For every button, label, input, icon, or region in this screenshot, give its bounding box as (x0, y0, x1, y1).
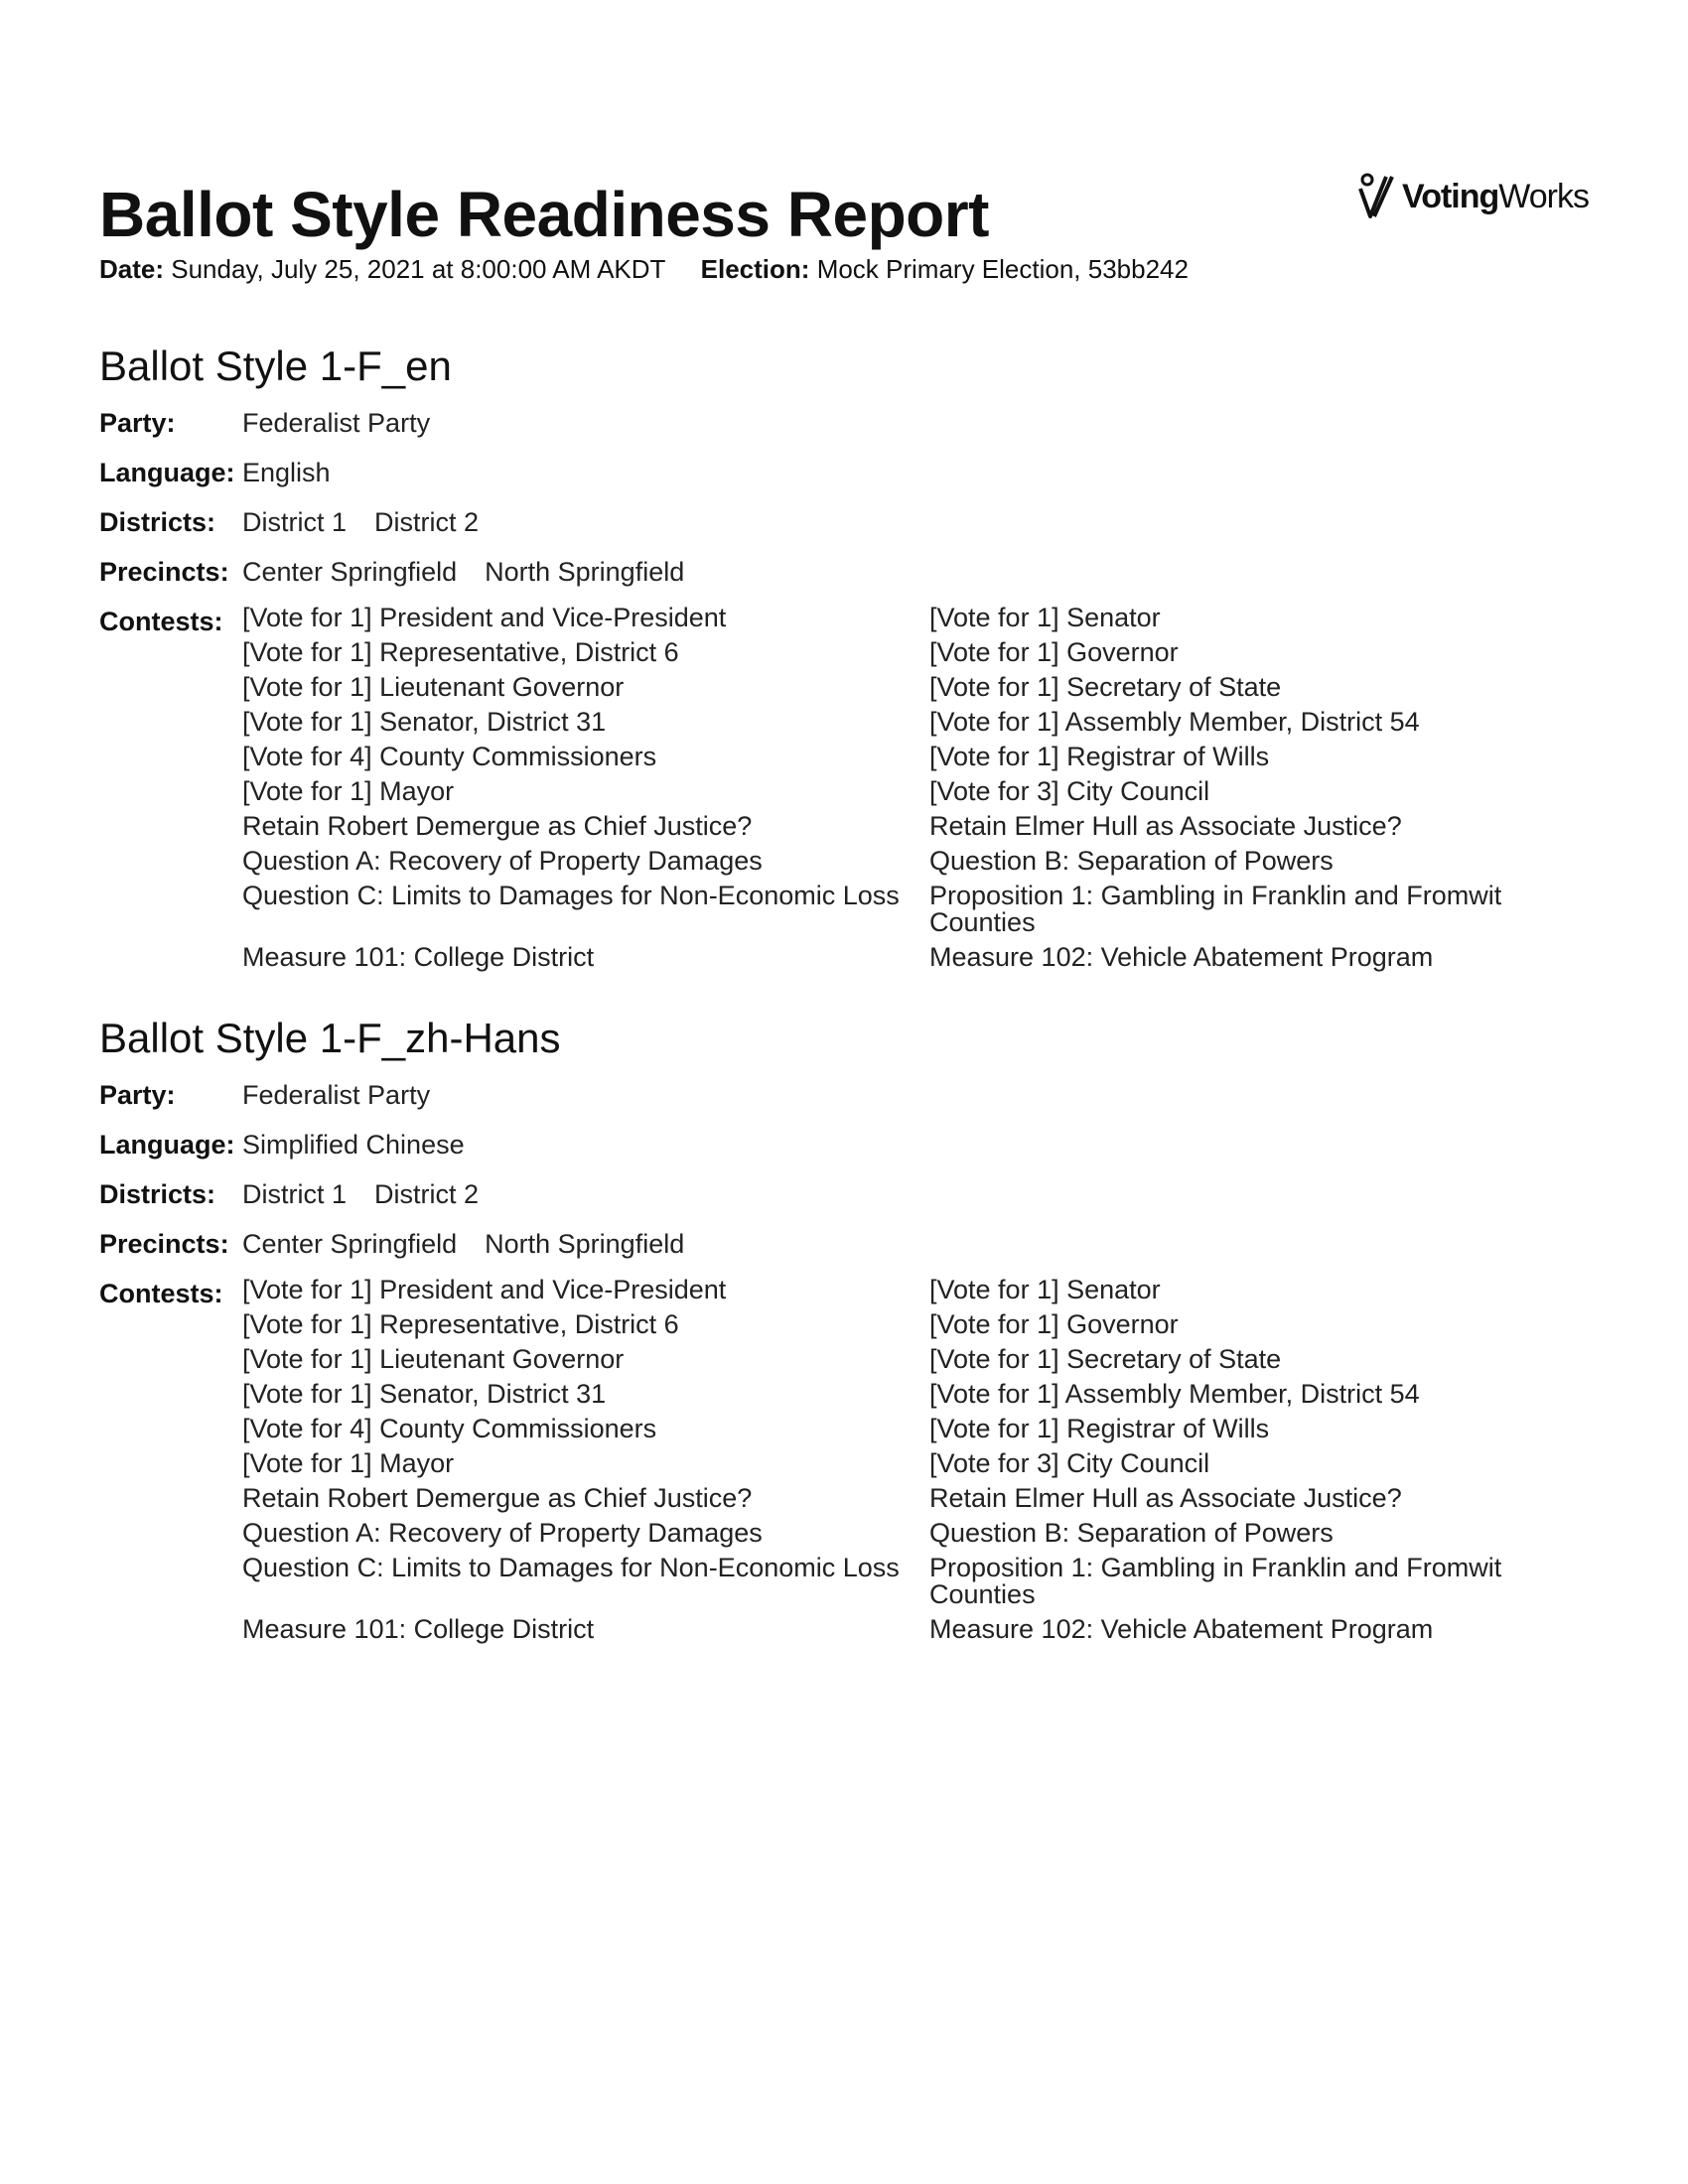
contest-item: Measure 101: College District (242, 942, 595, 972)
contest-list (242, 605, 1545, 971)
contest-item: Measure 102: Vehicle Abatement Program (929, 1614, 1434, 1644)
precincts-values (242, 555, 684, 589)
contest-list (242, 1277, 1545, 1643)
contest-item: Question A: Recovery of Property Damages (242, 846, 763, 876)
contest-item: [Vote for 1] Representative, District 6 (242, 637, 679, 667)
language-values (242, 1128, 465, 1161)
contest-item: Retain Robert Demergue as Chief Justice? (242, 811, 753, 841)
contest-item: [Vote for 1] Lieutenant Governor (242, 1344, 625, 1374)
logo-wordmark: VotingWorks (1402, 177, 1589, 215)
party-row (99, 1078, 1589, 1112)
party-value: Federalist Party (242, 408, 431, 438)
contest-item: [Vote for 3] City Council (929, 776, 1210, 806)
date-value: Sunday, July 25, 2021 at 8:00:00 AM AKDT (171, 254, 666, 284)
votingworks-logo (1356, 173, 1589, 220)
contests-row (99, 1277, 1589, 1643)
language-values (242, 456, 331, 489)
ballot-styles (99, 342, 1589, 1643)
contest-item: [Vote for 1] Senator (929, 1275, 1161, 1304)
contest-item: [Vote for 4] County Commissioners (242, 742, 657, 771)
party-row (99, 406, 1589, 440)
contest-item: Question A: Recovery of Property Damages (242, 1518, 763, 1548)
precincts-value: North Springfield (485, 1229, 685, 1259)
contest-item: Retain Robert Demergue as Chief Justice? (242, 1483, 753, 1513)
contest-item: [Vote for 1] Assembly Member, District 54 (929, 707, 1420, 737)
contest-item: [Vote for 1] Registrar of Wills (929, 742, 1270, 771)
contest-item: [Vote for 1] Governor (929, 1309, 1179, 1339)
contest-item: [Vote for 1] Mayor (242, 776, 455, 806)
contest-item: [Vote for 1] Senator (929, 603, 1161, 632)
election-value: Mock Primary Election, 53bb242 (816, 254, 1189, 284)
contests-row (99, 605, 1589, 971)
report-title: Ballot Style Readiness Report (99, 179, 989, 250)
report-page (99, 0, 1589, 1659)
districts-value: District 1 (242, 507, 348, 537)
contest-item: [Vote for 1] Senator, District 31 (242, 707, 607, 737)
votingworks-checkmark-icon (1356, 173, 1400, 220)
report-meta (99, 254, 1589, 285)
contest-item: [Vote for 1] Lieutenant Governor (242, 672, 625, 702)
contest-item: [Vote for 1] Governor (929, 637, 1179, 667)
contest-item: Retain Elmer Hull as Associate Justice? (929, 811, 1402, 841)
contest-item: [Vote for 1] Secretary of State (929, 672, 1282, 702)
language-row (99, 456, 1589, 489)
language-label: Language: (99, 458, 235, 487)
districts-values (242, 1177, 479, 1211)
districts-label: Districts: (99, 1179, 216, 1209)
districts-row (99, 1177, 1589, 1211)
contest-item: [Vote for 1] Secretary of State (929, 1344, 1282, 1374)
districts-value: District 2 (374, 1179, 480, 1209)
districts-values (242, 505, 479, 539)
contest-item: [Vote for 3] City Council (929, 1448, 1210, 1478)
party-value: Federalist Party (242, 1080, 431, 1110)
contest-item: [Vote for 1] Representative, District 6 (242, 1309, 679, 1339)
language-label: Language: (99, 1130, 235, 1160)
ballot-style-section (99, 342, 1589, 971)
party-label: Party: (99, 1080, 176, 1110)
districts-row (99, 505, 1589, 539)
districts-value: District 1 (242, 1179, 348, 1209)
precincts-row (99, 1227, 1589, 1261)
election-label: Election: (700, 254, 810, 284)
language-value: English (242, 458, 331, 487)
precincts-values (242, 1227, 684, 1261)
precincts-value: Center Springfield (242, 1229, 458, 1259)
language-value: Simplified Chinese (242, 1130, 465, 1160)
contest-item: [Vote for 4] County Commissioners (242, 1414, 657, 1443)
contest-item: Proposition 1: Gambling in Franklin and Fromwit Counties (929, 1553, 1502, 1609)
contest-item: Proposition 1: Gambling in Franklin and Fromwit Counties (929, 881, 1502, 937)
districts-label: Districts: (99, 507, 216, 537)
contest-item: Retain Elmer Hull as Associate Justice? (929, 1483, 1402, 1513)
contest-item: [Vote for 1] Mayor (242, 1448, 455, 1478)
ballot-style-title: Ballot Style 1-F_zh-Hans (99, 1015, 561, 1061)
contest-item: Measure 101: College District (242, 1614, 595, 1644)
precincts-value: Center Springfield (242, 557, 458, 587)
date-label: Date: (99, 254, 165, 284)
party-values (242, 406, 430, 440)
ballot-style-section (99, 1015, 1589, 1643)
contests-label: Contests: (99, 607, 223, 636)
contest-item: Question B: Separation of Powers (929, 1518, 1334, 1548)
precincts-label: Precincts: (99, 1229, 229, 1259)
contests-label: Contests: (99, 1279, 223, 1308)
language-row (99, 1128, 1589, 1161)
contest-item: [Vote for 1] President and Vice-President (242, 603, 727, 632)
party-values (242, 1078, 430, 1112)
ballot-style-title: Ballot Style 1-F_en (99, 342, 452, 389)
precincts-value: North Springfield (485, 557, 685, 587)
contest-item: [Vote for 1] President and Vice-President (242, 1275, 727, 1304)
precincts-row (99, 555, 1589, 589)
party-label: Party: (99, 408, 176, 438)
contest-item: Measure 102: Vehicle Abatement Program (929, 942, 1434, 972)
contest-item: [Vote for 1] Assembly Member, District 54 (929, 1379, 1420, 1409)
report-header (99, 0, 1589, 285)
districts-value: District 2 (374, 507, 480, 537)
contest-item: Question C: Limits to Damages for Non-Economic Loss (242, 881, 900, 910)
precincts-label: Precincts: (99, 557, 229, 587)
contest-item: [Vote for 1] Registrar of Wills (929, 1414, 1270, 1443)
contest-item: Question B: Separation of Powers (929, 846, 1334, 876)
contest-item: [Vote for 1] Senator, District 31 (242, 1379, 607, 1409)
contest-item: Question C: Limits to Damages for Non-Economic Loss (242, 1553, 900, 1582)
